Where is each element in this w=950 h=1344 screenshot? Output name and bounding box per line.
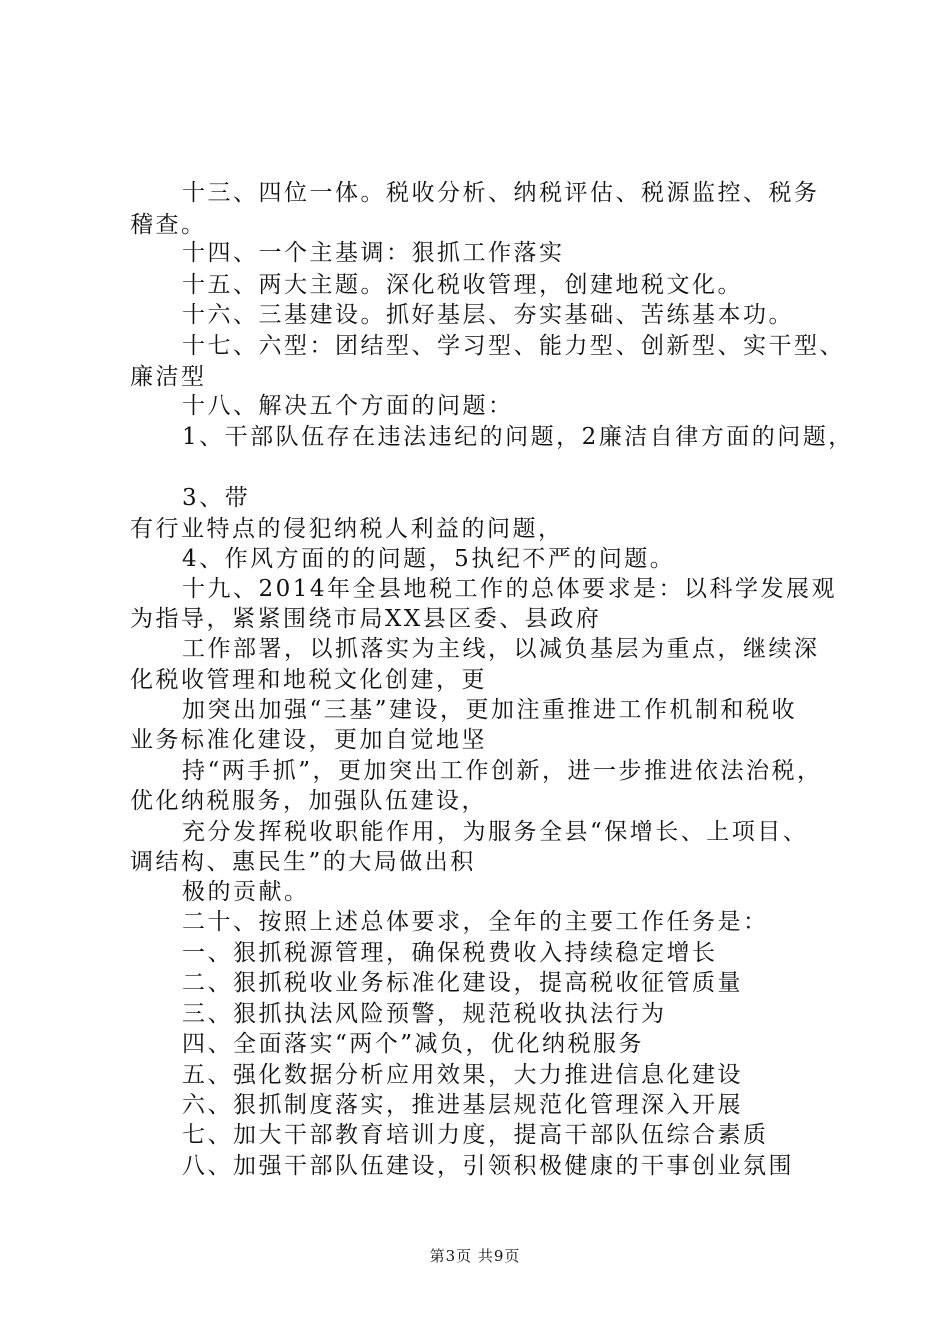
text-line: 业务标准化建设，更加自觉地坚 [130, 727, 487, 753]
text-line: 十八、解决五个方面的问题： [182, 393, 514, 419]
text-line: 化税收管理和地税文化创建，更 [130, 667, 487, 693]
text-line: 十九、2014年全县地税工作的总体要求是：以科学发展观 [182, 576, 838, 602]
text-line: 十五、两大主题。深化税收管理，创建地税文化。 [182, 272, 743, 298]
text-line: 十六、三基建设。抓好基层、夯实基础、苦练基本功。 [182, 302, 794, 328]
text-line: 六、狠抓制度落实，推进基层规范化管理深入开展 [182, 1092, 743, 1118]
text-line: 八、加强干部队伍建设，引领积极健康的干事创业氛围 [182, 1153, 794, 1179]
text-line: 极的贡献。 [182, 879, 310, 905]
page-footer: 第3页 共9页 [429, 1247, 521, 1265]
text-line: 优化纳税服务，加强队伍建设， [130, 788, 487, 814]
text-line: 七、加大干部教育培训力度，提高干部队伍综合素质 [182, 1122, 769, 1148]
text-line: 持“两手抓”，更加突出工作创新，进一步推进依法治税， [182, 758, 823, 784]
text-line: 1、干部队伍存在违法违纪的问题，2廉洁自律方面的问题， [182, 424, 854, 450]
text-line: 一、狠抓税源管理，确保税费收入持续稳定增长 [182, 940, 718, 966]
text-line: 二十、按照上述总体要求，全年的主要工作任务是： [182, 909, 769, 935]
text-line: 稽查。 [130, 212, 207, 238]
text-line: 加突出加强“三基”建设，更加注重推进工作机制和税收 [182, 697, 798, 723]
text-line: 十三、四位一体。税收分析、纳税评估、税源监控、税务 [182, 180, 820, 206]
text-line: 调结构、惠民生”的大局做出积 [130, 849, 476, 875]
text-line: 充分发挥税收职能作用，为服务全县“保增长、上项目、 [182, 819, 809, 845]
text-line: 十七、六型：团结型、学习型、能力型、创新型、实干型、 [182, 333, 845, 359]
text-line: 3、带 [182, 485, 251, 511]
text-line: 三、狠抓执法风险预警，规范税收执法行为 [182, 1001, 667, 1027]
text-line: 为指导，紧紧围绕市局XX县区委、县政府 [130, 606, 602, 632]
text-line: 五、强化数据分析应用效果，大力推进信息化建设 [182, 1062, 743, 1088]
text-line: 四、全面落实“两个”减负，优化纳税服务 [182, 1031, 645, 1057]
text-line: 工作部署，以抓落实为主线，以减负基层为重点，继续深 [182, 636, 820, 662]
text-line: 二、狠抓税收业务标准化建设，提高税收征管质量 [182, 970, 743, 996]
text-line: 十四、一个主基调：狠抓工作落实 [182, 240, 565, 266]
text-line: 有行业特点的侵犯纳税人利益的问题， [130, 516, 564, 542]
text-line: 廉洁型 [130, 364, 207, 390]
text-line: 4、作风方面的的问题，5执纪不严的问题。 [182, 546, 676, 572]
